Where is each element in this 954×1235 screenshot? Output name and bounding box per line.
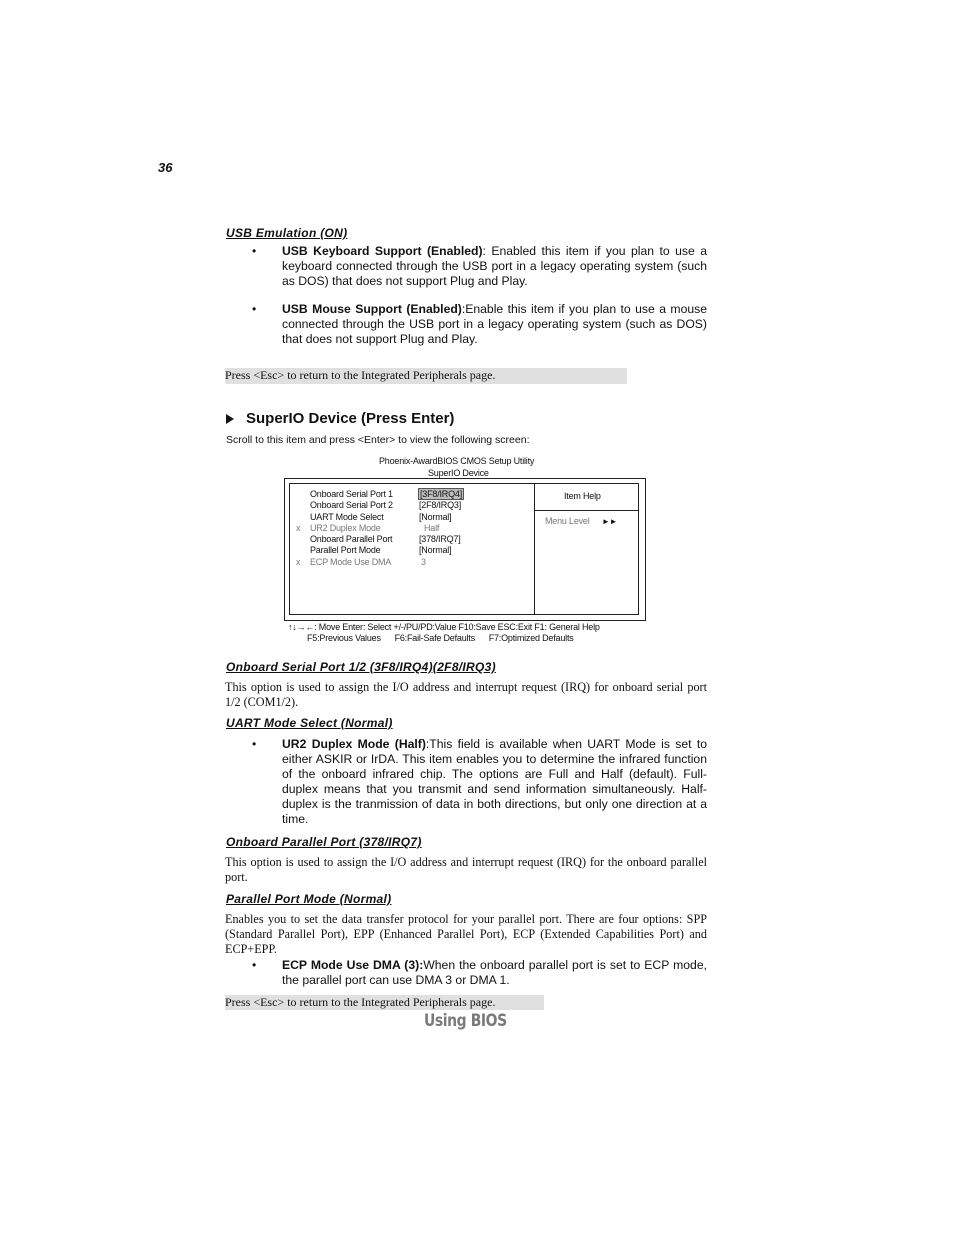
parallel-port-paragraph: This option is used to assign the I/O address and interrupt request (IRQ) for the onboard parallel port.	[225, 855, 707, 884]
bios-row-value[interactable]: [2F8/IRQ3]	[419, 500, 462, 510]
esc-note-text: Press <Esc> to return to the Integrated Peripherals page.	[225, 995, 496, 1009]
ur2-duplex-label: UR2 Duplex Mode (Half)	[282, 737, 426, 751]
bios-utility-title: Phoenix-AwardBIOS CMOS Setup Utility	[379, 456, 535, 466]
bios-row-value[interactable]: [Normal]	[419, 512, 452, 522]
bios-row-mark: x	[296, 523, 301, 533]
usb-mouse-paragraph	[282, 302, 707, 347]
bios-keys-line-1: ↑↓→←: Move Enter: Select +/-/PU/PD:Value F10:Save ESC:Exit F1: General Help	[288, 622, 600, 632]
serial-port-paragraph: This option is used to assign the I/O address and interrupt request (IRQ) for onboard serial port 1/2 (COM1/2).	[225, 680, 707, 709]
bullet: •	[252, 737, 257, 751]
bios-help-separator	[535, 510, 638, 511]
bios-row-label: Onboard Serial Port 2	[310, 500, 393, 510]
usb-mouse-text: :Enable this item if you plan to use a mouse connected through the USB port in a legacy operating system (such as DOS) that does not support Plug and Play.	[282, 302, 708, 346]
menu-level-arrows-icon: ►►	[601, 517, 618, 526]
bios-row-label: Onboard Serial Port 1	[310, 489, 393, 499]
ur2-duplex-paragraph	[282, 737, 707, 827]
page-number: 36	[158, 160, 173, 175]
bios-menu-level	[545, 516, 617, 526]
bios-keys-line-2: F5:Previous Values F6:Fail-Safe Defaults F7:Optimized Defaults	[307, 633, 574, 643]
ecp-dma-text: When the onboard parallel port is set to ECP mode, the parallel port can use DMA 3 or DMA 1.	[282, 958, 707, 987]
bios-row-value-selected[interactable]: [3F8/IRQ4]	[420, 489, 463, 499]
serial-port-heading: Onboard Serial Port 1/2 (3F8/IRQ4)(2F8/IRQ3)	[226, 660, 496, 674]
bios-row-label: Onboard Parallel Port	[310, 534, 393, 544]
bios-row-label: ECP Mode Use DMA	[310, 557, 392, 567]
bios-row-label: UR2 Duplex Mode	[310, 523, 381, 533]
ecp-dma-paragraph	[282, 958, 707, 988]
esc-note-bar	[225, 368, 627, 384]
usb-keyboard-text: : Enabled this item if you plan to use a keyboard connected through the USB port in a legacy operating system (such as DOS) that does not support Plug and Play.	[282, 244, 707, 288]
usb-keyboard-paragraph	[282, 244, 707, 289]
bios-row-mark: x	[296, 557, 301, 567]
bios-screen-title: SuperIO Device	[428, 468, 489, 478]
usb-mouse-label: USB Mouse Support (Enabled)	[282, 302, 462, 316]
ecp-dma-label: ECP Mode Use DMA (3):	[282, 958, 424, 972]
bios-row-value: Half	[424, 523, 440, 533]
bullet: •	[252, 958, 257, 972]
uart-mode-heading: UART Mode Select (Normal)	[226, 716, 393, 730]
bullet: •	[252, 302, 257, 316]
bios-row-value: 3	[421, 557, 426, 567]
usb-keyboard-label: USB Keyboard Support (Enabled)	[282, 244, 483, 258]
bios-row-value[interactable]: [Normal]	[419, 545, 452, 555]
bios-row-label: Parallel Port Mode	[310, 545, 381, 555]
bios-row-value[interactable]: [378/IRQ7]	[419, 534, 461, 544]
esc-note-text: Press <Esc> to return to the Integrated Peripherals page.	[225, 368, 496, 382]
superio-title-text: SuperIO Device (Press Enter)	[246, 410, 455, 427]
parallel-mode-heading: Parallel Port Mode (Normal)	[226, 892, 392, 906]
superio-title	[226, 410, 454, 427]
bios-help-divider	[534, 483, 535, 614]
bullet: •	[252, 244, 257, 258]
ur2-duplex-text: :This field is available when UART Mode is set to either ASKIR or IrDA. This item enables you to determine the infrared function of the onboard infrared chip. The options are Full and Half (default). Full-duplex means that you transmit and send information simultaneously. Half-duplex is the tranmission of data in both directions, but only one direction at a time.	[282, 737, 707, 826]
parallel-port-heading: Onboard Parallel Port (378/IRQ7)	[226, 835, 422, 849]
bios-item-help-label: Item Help	[564, 491, 601, 501]
parallel-mode-paragraph: Enables you to set the data transfer protocol for your parallel port. There are four options: SPP (Standard Parallel Port), EPP (Enhanced Parallel Port), ECP (Extended Capabilities Port) and ECP+EPP.	[225, 912, 707, 956]
footer-title: Using BIOS	[424, 1011, 507, 1031]
esc-note-bar	[225, 995, 544, 1010]
play-arrow-icon	[226, 414, 234, 424]
usb-emulation-heading: USB Emulation (ON)	[226, 226, 348, 240]
superio-intro: Scroll to this item and press <Enter> to view the following screen:	[226, 434, 530, 446]
bios-row-label: UART Mode Select	[310, 512, 384, 522]
bios-menu-level-label: Menu Level	[545, 516, 590, 526]
